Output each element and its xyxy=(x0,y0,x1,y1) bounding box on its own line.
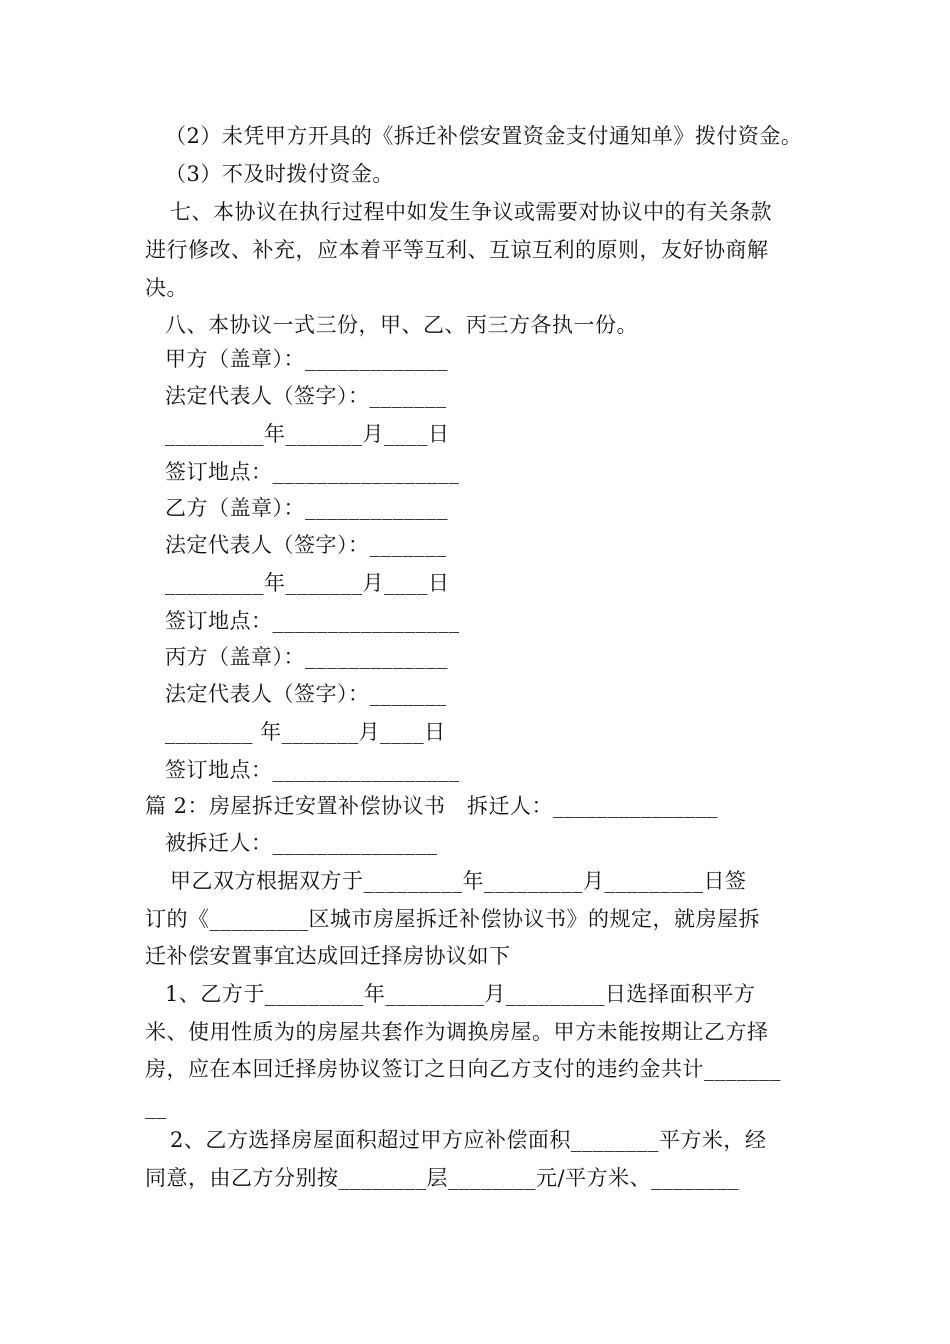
date-field: ________ 年_______月____日 xyxy=(165,720,446,744)
text-line: 决。 xyxy=(145,276,188,300)
signature-field: 甲方（盖章）：_____________ xyxy=(165,347,448,371)
text-line: 房，应在本回迁择房协议签订之日向乙方支付的违约金共计_______ xyxy=(145,1057,781,1081)
signature-field: 法定代表人（签字）：_______ xyxy=(165,682,447,706)
text-line: 七、本协议在执行过程中如发生争议或需要对协议中的有关条款 xyxy=(170,200,772,224)
text-line: 2、乙方选择房屋面积超过甲方应补偿面积________平方米，经 xyxy=(170,1128,767,1152)
text-line: 1、乙方于_________年_________月_________日选择面积平方 xyxy=(165,982,756,1006)
signature-field: 丙方（盖章）：_____________ xyxy=(165,645,448,669)
text-line: （2）未凭甲方开具的《拆迁补偿安置资金支付通知单》拨付资金。 xyxy=(165,124,803,148)
text-line: 甲乙双方根据双方于_________年_________月_________日签 xyxy=(170,869,747,893)
text-line: __ xyxy=(145,1095,167,1119)
text-line: 米、使用性质为的房屋共套作为调换房屋。甲方未能按期让乙方择 xyxy=(145,1020,769,1044)
location-field: 签订地点：_________________ xyxy=(165,758,460,782)
signature-field: 乙方（盖章）：_____________ xyxy=(165,496,448,520)
signature-field: 法定代表人（签字）：_______ xyxy=(165,384,447,408)
location-field: 签订地点：_________________ xyxy=(165,609,460,633)
location-field: 签订地点：_________________ xyxy=(165,460,460,484)
signature-field: 法定代表人（签字）：_______ xyxy=(165,533,447,557)
text-line: （3）不及时拨付资金。 xyxy=(165,162,394,186)
text-line: 同意，由乙方分别按________层________元/平方米、________ xyxy=(145,1166,740,1190)
text-line: 进行修改、补充，应本着平等互利、互谅互利的原则，友好协商解 xyxy=(145,238,769,262)
section-heading: 篇 2：房屋拆迁安置补偿协议书 拆迁人：_______________ xyxy=(145,794,719,818)
date-field: _________年_______月____日 xyxy=(165,571,450,595)
text-line: 被拆迁人：_______________ xyxy=(165,831,438,855)
text-line: 八、本协议一式三份，甲、乙、丙三方各执一份。 xyxy=(165,313,638,337)
text-line: 迁补偿安置事宜达成回迁择房协议如下 xyxy=(145,944,511,968)
text-line: 订的《_________区城市房屋拆迁补偿协议书》的规定，就房屋拆 xyxy=(145,907,760,931)
date-field: _________年_______月____日 xyxy=(165,422,450,446)
